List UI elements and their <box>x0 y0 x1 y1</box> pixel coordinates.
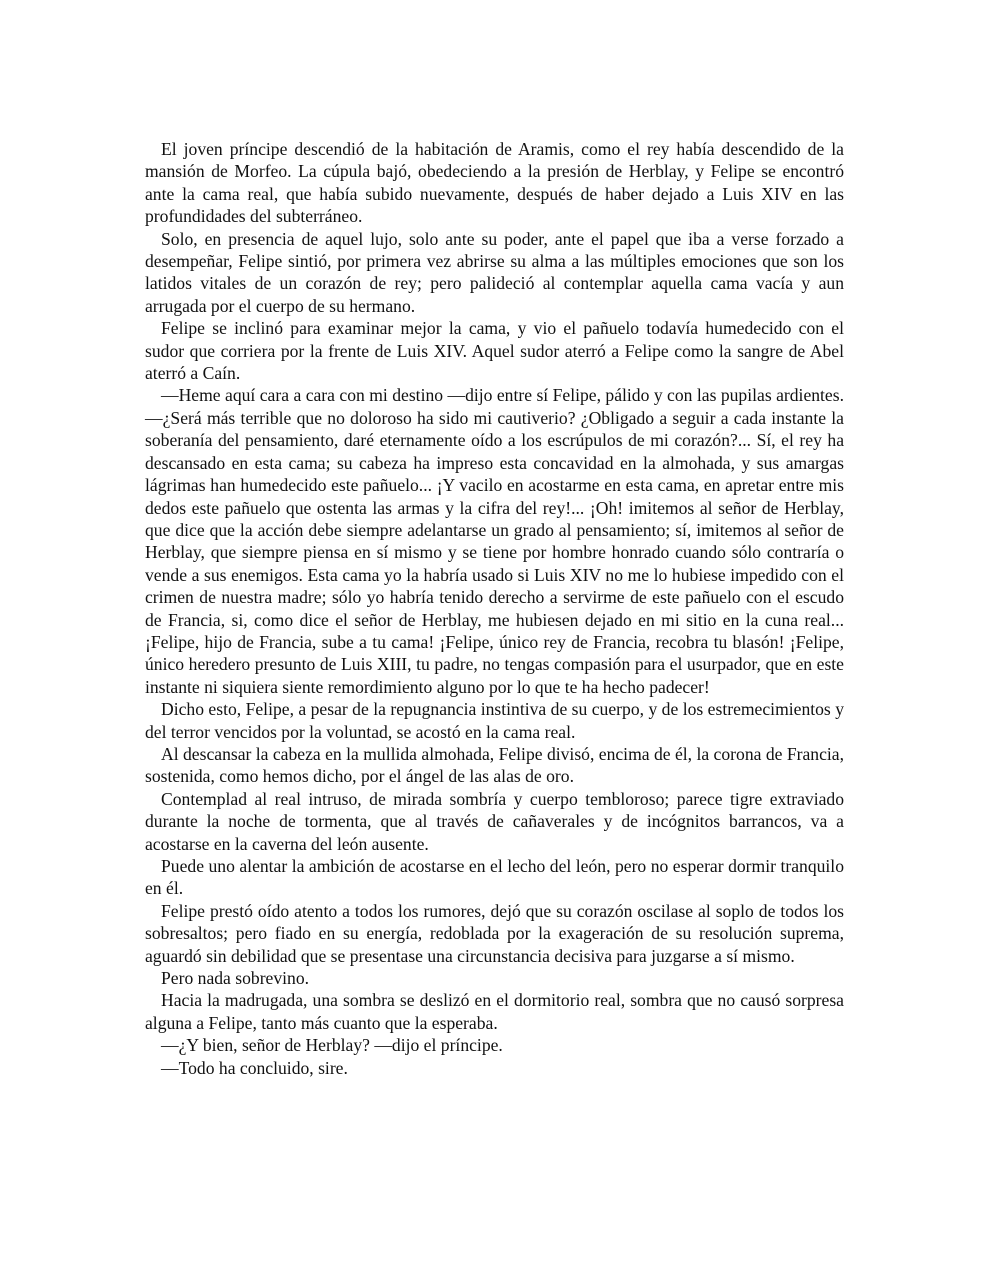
paragraph: Pero nada sobrevino. <box>161 968 310 989</box>
paragraph: Felipe prestó oído atento a todos los rumores, dejó que su corazón oscilase al soplo de todos los sobresaltos; pero fiado en su energía, redoblada por la exageración de su resolución suprema, aguardó sin debilidad que se presentase una circunstancia decisiva para juzgarse a sí mismo. <box>145 900 844 966</box>
paragraph: Felipe se inclinó para examinar mejor la cama, y vio el pañuelo todavía humedecido con el sudor que corriera por la frente de Luis XIV. Aquel sudor aterró a Felipe como la sangre de Abel aterró a Caín. <box>145 318 844 384</box>
paragraph: —Todo ha concluido, sire. <box>161 1057 348 1078</box>
paragraph: Dicho esto, Felipe, a pesar de la repugnancia instintiva de su cuerpo, y de los estremecimientos y del terror vencidos por la voluntad, se acostó en la cama real. <box>145 699 844 742</box>
paragraph: Hacia la madrugada, una sombra se deslizó en el dormitorio real, sombra que no causó sorpresa alguna a Felipe, tanto más cuanto que la esperaba. <box>145 990 844 1033</box>
paragraph: —¿Y bien, señor de Herblay? —dijo el príncipe. <box>161 1035 503 1056</box>
paragraph: Al descansar la cabeza en la mullida almohada, Felipe divisó, encima de él, la corona de Francia, sostenida, como hemos dicho, por el ángel de las alas de oro. <box>145 743 844 787</box>
paragraph: El joven príncipe descendió de la habitación de Aramis, como el rey había descendido de la mansión de Morfeo. La cúpula bajó, obedeciendo a la presión de Herblay, y Felipe se encontró ante la cama real, que había subido nuevamente, después de haber dejado a Luis XIV en las profundidades del subterráneo. <box>145 139 844 227</box>
paragraph: —Heme aquí cara a cara con mi destino —dijo entre sí Felipe, pálido y con las pupilas ardientes. —¿Será más terrible que no doloroso ha sido mi cautiverio? ¿Obligado a seguir a cada instante la soberanía del pensamiento, daré eternamente oído a los escrúpulos de mi corazón?... Sí, el rey ha descansado en esta cama; su cabeza ha impreso esta concavidad en la almohada, y sus amargas lágrimas han humedecido este pañuelo... ¡Y vacilo en acostarme en esta cama, en apretar entre mis dedos este pañuelo que ostenta las armas y la cifra del rey!... ¡Oh! imitemos al señor de Herblay, que dice que la acción debe siempre adelantarse un grado al pensamiento; sí, imitemos al señor de Herblay, que siempre piensa en sí mismo y se tiene por hombre honrado cuando sólo contraría o vende a sus enemigos. Esta cama yo la habría usado si Luis XIV no me lo hubiese impedido con el crimen de nuestra madre; sólo yo habría tenido derecho a servirme de este pañuelo con el escudo de Francia, si, como dice el señor de Herblay, me hubiesen dejado en mi sitio en la cuna real... ¡Felipe, hijo de Francia, sube a tu cama! ¡Felipe, único rey de Francia, recobra tu blasón! ¡Felipe, único heredero presunto de Luis XIII, tu padre, no tengas compasión para el usurpador, que en este instante ni siquiera siente remordimiento alguno por lo que te ha hecho padecer! <box>145 385 844 697</box>
paragraph: Contemplad al real intruso, de mirada sombría y cuerpo tembloroso; parece tigre extraviado durante la noche de tormenta, que al través de cañaverales y de incógnitos barrancos, va a acostarse en la caverna del león ausente. <box>145 788 844 854</box>
paragraph: Puede uno alentar la ambición de acostarse en el lecho del león, pero no esperar dormir tranquilo en él. <box>145 856 844 899</box>
paragraph: Solo, en presencia de aquel lujo, solo ante su poder, ante el papel que iba a verse forzado a desempeñar, Felipe sintió, por primera vez abrirse su alma a las múltiples emociones que son los latidos vitales de un corazón de rey; pero palideció al contemplar aquella cama vacía y aun arrugada por el cuerpo de su hermano. <box>145 228 844 316</box>
body-text <box>145 138 844 1079</box>
